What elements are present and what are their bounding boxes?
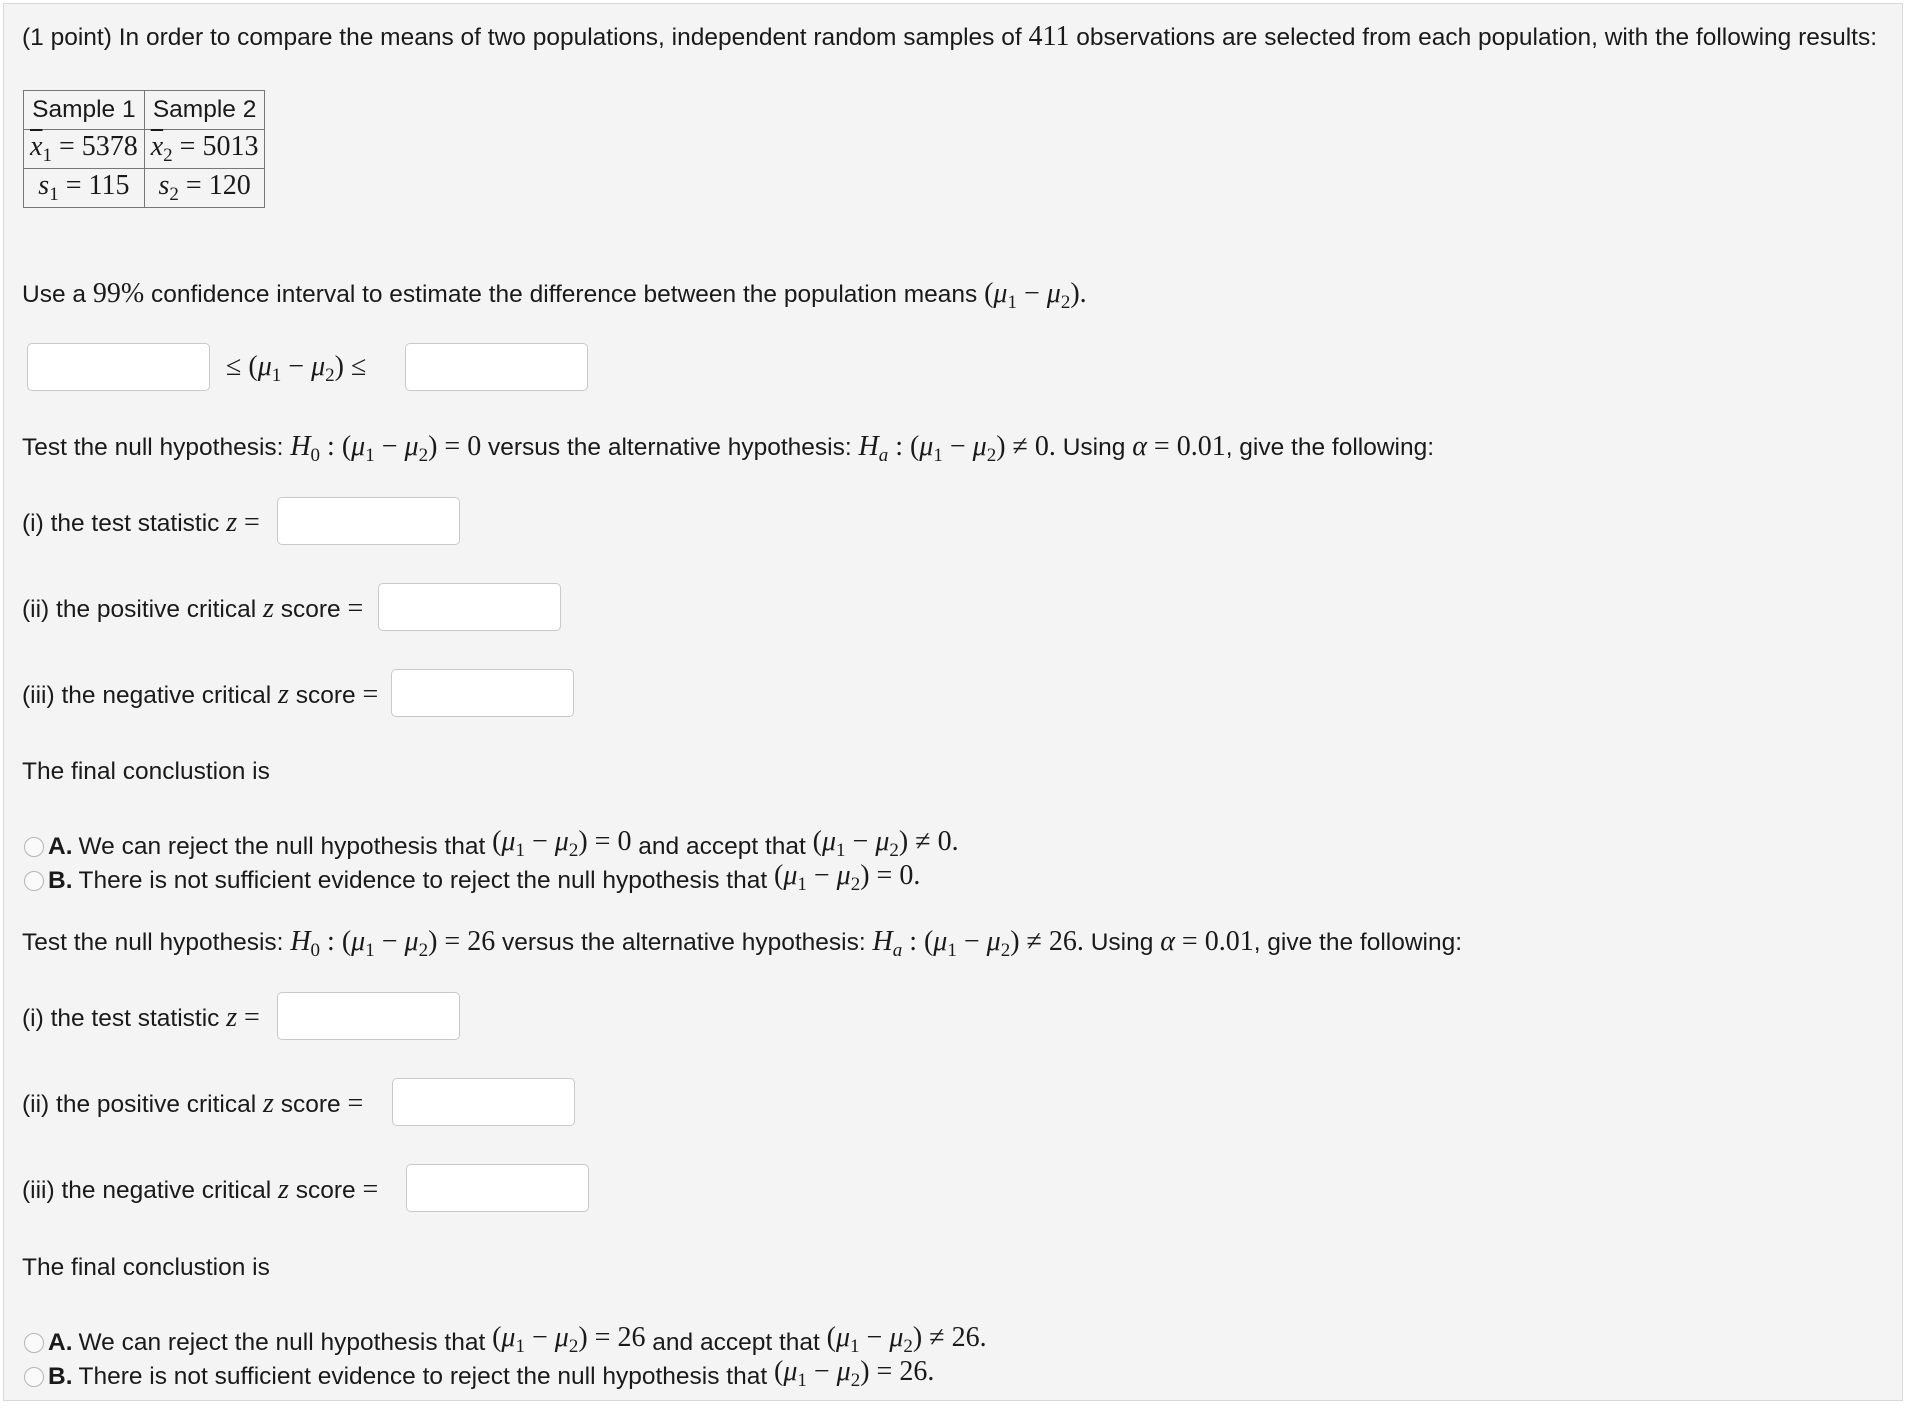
- intro-text: (1 point) In order to compare the means of two populations, independent random samples of 411 observations are selected from each population, with the following results:: [22, 21, 1878, 52]
- test1-option-a-radio[interactable]: [24, 837, 44, 857]
- test1-option-b[interactable]: B. There is not sufficient evidence to reject the null hypothesis that $(\mu_1 - \mu_2) = 0$.: [24, 859, 920, 902]
- test2-prompt: Test the null hypothesis: $H_0$ : $(\mu_1 - \mu_2) = 26$ versus the alternative hypothesis: $H_a$ : $(\mu_1 - \mu_2) \ne 26$. Using α = 0.01, give the following:: [22, 926, 1463, 961]
- test2-conclusion-label: The final conclustion is: [22, 1254, 270, 1281]
- test1-option-a[interactable]: A. We can reject the null hypothesis that $(\mu_1 - \mu_2) = 0$ and accept that $(\mu_1 - \mu_2) \ne 0$.: [24, 825, 959, 868]
- sample-size: 411: [1028, 21, 1070, 52]
- sd2-cell: $s_2 = 120$: [144, 169, 265, 208]
- test1-q1-label: (i) the test statistic z =: [22, 507, 260, 538]
- test2-positive-critical-input[interactable]: [392, 1078, 575, 1126]
- test1-q2-label: (ii) the positive critical z score =: [22, 593, 364, 624]
- test2-option-b[interactable]: B. There is not sufficient evidence to reject the null hypothesis that $(\mu_1 - \mu_2) = 26$.: [24, 1355, 934, 1398]
- ci-upper-input[interactable]: [405, 343, 588, 391]
- test1-negative-critical-input[interactable]: [391, 669, 574, 717]
- sample2-header: Sample 2: [144, 91, 265, 130]
- sample1-header: Sample 1: [24, 91, 145, 130]
- test2-z-input[interactable]: [277, 992, 460, 1040]
- test2-q1-label: (i) the test statistic z =: [22, 1002, 260, 1033]
- ci-prompt: Use a 99% confidence interval to estimate the difference between the population means $(\mu_1 - \mu_2)$.: [22, 278, 1087, 313]
- test2-q2-label: (ii) the positive critical z score =: [22, 1088, 364, 1119]
- test1-option-b-radio[interactable]: [24, 871, 44, 891]
- test1-conclusion-label: The final conclustion is: [22, 758, 270, 785]
- test2-option-a[interactable]: A. We can reject the null hypothesis that $(\mu_1 - \mu_2) = 26$ and accept that $(\mu_1 - \mu_2) \ne 26$.: [24, 1321, 987, 1364]
- problem-panel: [3, 3, 1903, 1401]
- test2-option-a-radio[interactable]: [24, 1333, 44, 1353]
- test1-positive-critical-input[interactable]: [378, 583, 561, 631]
- test1-z-input[interactable]: [277, 497, 460, 545]
- test1-prompt: Test the null hypothesis: $H_0$ : $(\mu_1 - \mu_2) = 0$ versus the alternative hypothesis: $H_a$ : $(\mu_1 - \mu_2) \ne 0$. Using α = 0.01, give the following:: [22, 431, 1435, 466]
- mean2-cell: $\overline{x}_2 = 5013$: [144, 130, 265, 169]
- ci-lower-input[interactable]: [27, 343, 210, 391]
- test2-option-b-radio[interactable]: [24, 1367, 44, 1387]
- sd1-cell: $s_1 = 115$: [24, 169, 145, 208]
- test2-q3-label: (iii) the negative critical z score =: [22, 1174, 379, 1205]
- sample-table: [23, 90, 265, 208]
- test1-q3-label: (iii) the negative critical z score =: [22, 679, 379, 710]
- ci-expression: ≤ $(\mu_1 - \mu_2)$ ≤: [226, 351, 367, 386]
- test2-negative-critical-input[interactable]: [406, 1164, 589, 1212]
- confidence-level: 99%: [92, 278, 145, 309]
- mean1-cell: $\overline{x}_1 = 5378$: [24, 130, 145, 169]
